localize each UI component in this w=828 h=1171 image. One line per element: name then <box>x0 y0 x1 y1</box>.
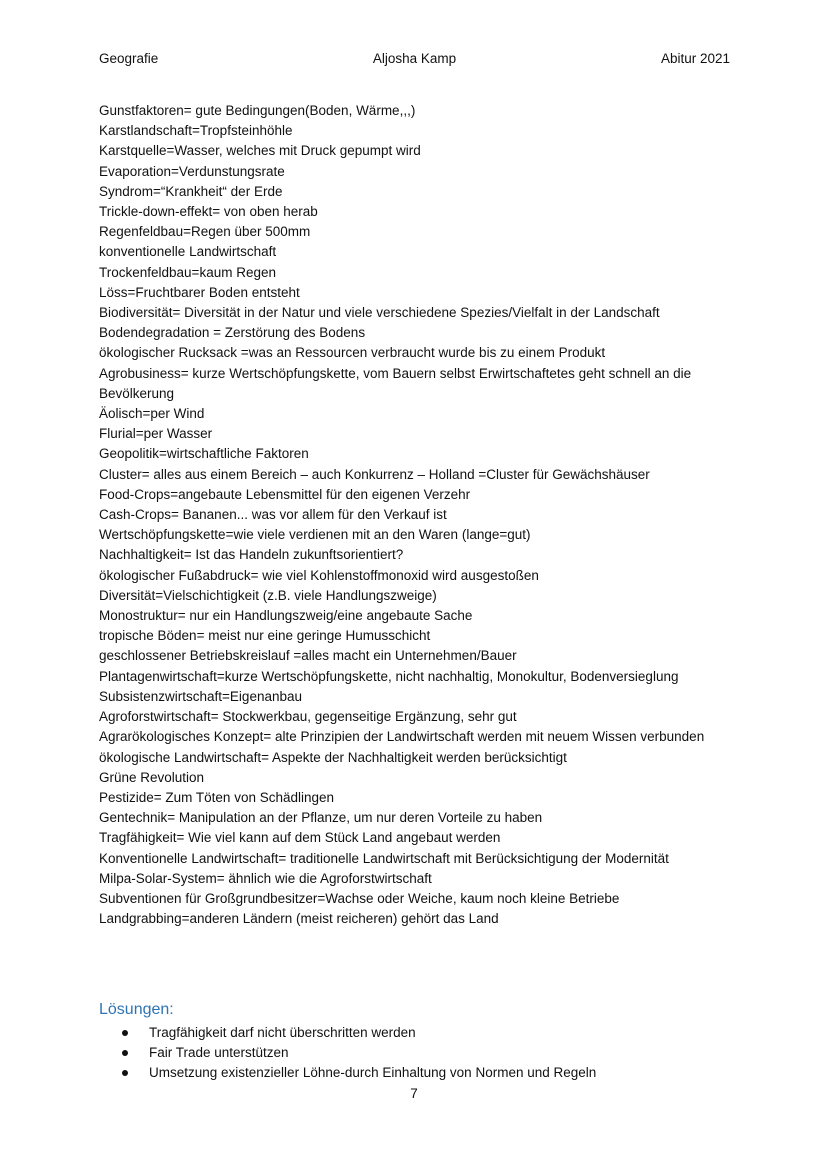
page-number: 7 <box>410 1086 418 1101</box>
glossary-entry: Evaporation=Verdunstungsrate <box>99 163 285 179</box>
glossary-entry: Monostruktur= nur ein Handlungszweig/eine angebaute Sache <box>99 608 473 624</box>
glossary-list <box>99 101 739 929</box>
glossary-entry: Bodendegradation = Zerstörung des Bodens <box>99 325 366 341</box>
glossary-entry: geschlossener Betriebskreislauf =alles macht ein Unternehmen/Bauer <box>99 648 517 664</box>
solution-item <box>99 1063 739 1083</box>
header-exam: Abitur 2021 <box>660 51 730 66</box>
header-author: Aljosha Kamp <box>372 51 457 66</box>
glossary-entry: Plantagenwirtschaft=kurze Wertschöpfungskette, nicht nachhaltig, Monokultur, Bodenversieglung <box>99 668 679 684</box>
bullet-icon <box>122 1070 128 1076</box>
bullet-icon <box>122 1050 128 1056</box>
glossary-entry: Konventionelle Landwirtschaft= traditionelle Landwirtschaft mit Berücksichtigung der Modernität <box>99 850 669 866</box>
glossary-entry: tropische Böden= meist nur eine geringe Humusschicht <box>99 628 431 644</box>
glossary-entry: Cluster= alles aus einem Bereich – auch Konkurrenz – Holland =Cluster für Gewächshäuser <box>99 466 650 482</box>
glossary-entry: Trockenfeldbau=kaum Regen <box>99 264 276 280</box>
glossary-entry: Cash-Crops= Bananen... was vor allem für den Verkauf ist <box>99 507 447 523</box>
glossary-entry: Agrobusiness= kurze Wertschöpfungskette, vom Bauern selbst Erwirtschaftetes geht schnell an die Bevölkerung <box>99 365 692 401</box>
glossary-entry: Karstquelle=Wasser, welches mit Druck gepumpt wird <box>99 143 421 159</box>
solutions-list <box>99 1023 739 1084</box>
glossary-entry: Nachhaltigkeit= Ist das Handeln zukunftsorientiert? <box>99 547 404 563</box>
glossary-entry: Regenfeldbau=Regen über 500mm <box>99 224 311 240</box>
glossary-entry: Food-Crops=angebaute Lebensmittel für den eigenen Verzehr <box>99 486 471 502</box>
glossary-entry: Diversität=Vielschichtigkeit (z.B. viele Handlungszweige) <box>99 587 437 603</box>
glossary-entry: Agroforstwirtschaft= Stockwerkbau, gegenseitige Ergänzung, sehr gut <box>99 709 517 725</box>
glossary-entry: ökologischer Fußabdruck= wie viel Kohlenstoffmonoxid wird ausgestoßen <box>99 567 539 583</box>
solution-text: Fair Trade unterstützen <box>149 1045 289 1061</box>
bullet-icon <box>122 1030 128 1036</box>
glossary-entry: Pestizide= Zum Töten von Schädlingen <box>99 789 335 805</box>
glossary-entry: konventionelle Landwirtschaft <box>99 244 277 260</box>
glossary-entry: Tragfähigkeit= Wie viel kann auf dem Stück Land angebaut werden <box>99 830 501 846</box>
solutions-heading: Lösungen: <box>99 1001 174 1018</box>
glossary-entry: Flurial=per Wasser <box>99 426 213 442</box>
glossary-entry: Subsistenzwirtschaft=Eigenanbau <box>99 688 303 704</box>
glossary-entry: Wertschöpfungskette=wie viele verdienen mit an den Waren (lange=gut) <box>99 527 531 543</box>
solution-item <box>99 1023 739 1043</box>
glossary-entry: Gentechnik= Manipulation an der Pflanze, um nur deren Vorteile zu haben <box>99 810 543 826</box>
glossary-entry: Trickle-down-effekt= von oben herab <box>99 204 318 220</box>
page-header <box>99 51 730 69</box>
glossary-entry: Milpa-Solar-System= ähnlich wie die Agroforstwirtschaft <box>99 870 432 886</box>
glossary-entry: Löss=Fruchtbarer Boden entsteht <box>99 284 300 300</box>
header-subject: Geografie <box>99 51 159 66</box>
glossary-entry: ökologische Landwirtschaft= Aspekte der Nachhaltigkeit werden berücksichtigt <box>99 749 567 765</box>
glossary-entry: Landgrabbing=anderen Ländern (meist reicheren) gehört das Land <box>99 911 499 927</box>
glossary-entry: Syndrom=“Krankheit“ der Erde <box>99 183 283 199</box>
glossary-entry: Agrarökologisches Konzept= alte Prinzipien der Landwirtschaft werden mit neuem Wissen verbunden <box>99 729 705 745</box>
glossary-entry: Grüne Revolution <box>99 769 205 785</box>
glossary-entry: Gunstfaktoren= gute Bedingungen(Boden, Wärme,,,) <box>99 103 416 118</box>
solution-item <box>99 1043 739 1063</box>
glossary-entry: Äolisch=per Wind <box>99 406 205 422</box>
glossary-entry: Geopolitik=wirtschaftliche Faktoren <box>99 446 309 462</box>
glossary-entry: Karstlandschaft=Tropfsteinhöhle <box>99 123 293 139</box>
glossary-entry: Biodiversität= Diversität in der Natur und viele verschiedene Spezies/Vielfalt in der Landschaft <box>99 305 660 321</box>
solution-text: Umsetzung existenzieller Löhne-durch Einhaltung von Normen und Regeln <box>149 1065 597 1081</box>
solution-text: Tragfähigkeit darf nicht überschritten werden <box>149 1025 416 1040</box>
glossary-entry: Subventionen für Großgrundbesitzer=Wachse oder Weiche, kaum noch kleine Betriebe <box>99 890 620 906</box>
glossary-entry: ökologischer Rucksack =was an Ressourcen verbraucht wurde bis zu einem Produkt <box>99 345 606 361</box>
